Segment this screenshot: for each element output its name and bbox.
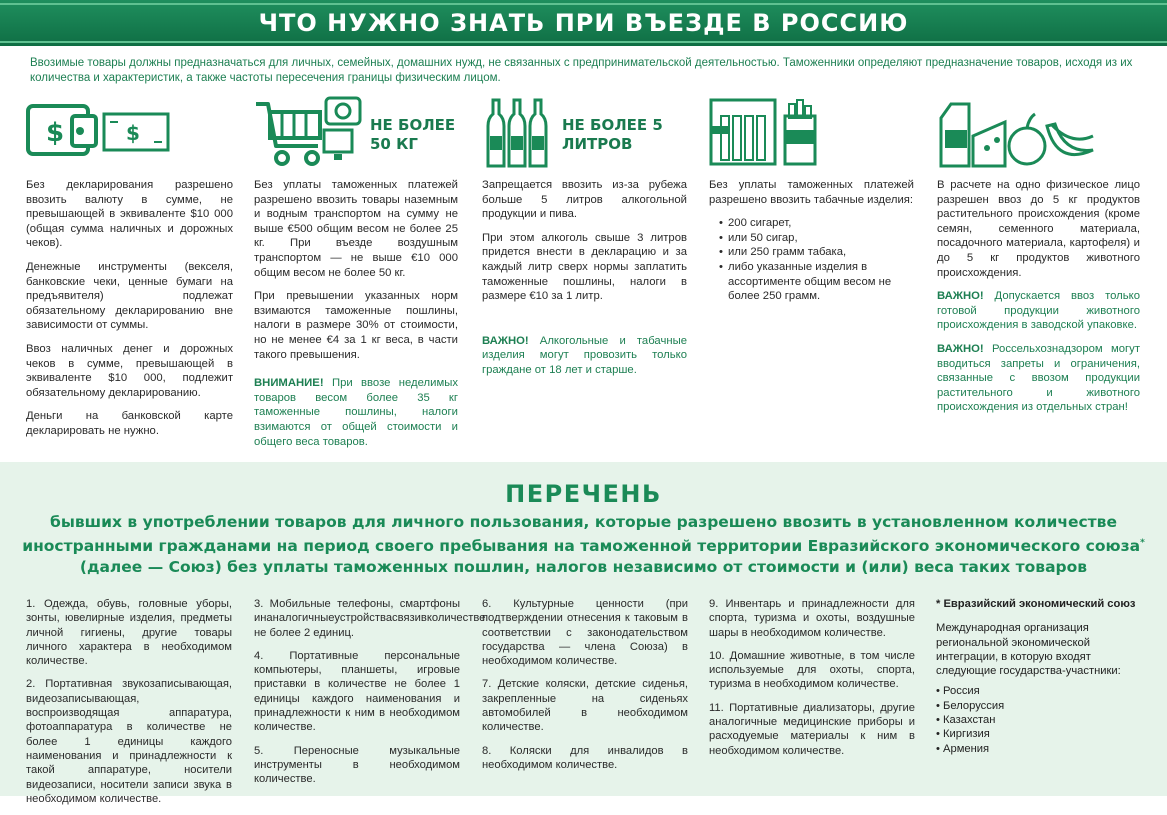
list-item: • или 250 грамм табака, xyxy=(719,245,914,260)
tobacco-list xyxy=(709,216,914,304)
food-warning-1 xyxy=(937,289,1140,333)
food-warning-2 xyxy=(937,342,1140,415)
goods-paragraph-2: При превышении указанных норм взимаются таможенные пошлины, налоги в размере 30% от стоимости, но не менее €4 за 1 кг веса, в части такого превышения. xyxy=(254,290,458,361)
svg-text:$: $ xyxy=(126,121,140,145)
list-item: • или 50 сигар, xyxy=(719,231,914,246)
list-panel xyxy=(0,462,1167,805)
goods-paragraph-1: Без уплаты таможенных платежей разрешено ввозить товары наземным и водным транспортом на сумму не выше €500 общим весом не более 25 кг. При въезде воздушным транспортом — не выше €10 000 общим весом не более 50 кг. xyxy=(254,179,458,279)
food-icon xyxy=(937,96,1140,166)
warning-text: Допускается ввоз только готовой продукции животного происхождения в заводской упаковке. xyxy=(937,290,1140,332)
warning-label: ВАЖНО! xyxy=(482,334,529,347)
wallet-money-icon xyxy=(26,96,233,166)
money-paragraph-1: Без декларирования разрешено ввозить валюту в сумме, не превышающей в эквиваленте $10 000 (общая сумма наличных и дорожных чеков). xyxy=(26,179,233,250)
alcohol-column xyxy=(482,96,687,387)
header-banner xyxy=(0,0,1167,46)
alcohol-warning xyxy=(482,334,687,378)
food-paragraph-1: В расчете на одно физическое лицо разрешен ввоз до 5 кг продуктов растительного происхождения (кроме семян, семенного материала, посадочного материала, картофеля) и до 5 кг продуктов животного происхождения. xyxy=(937,179,1140,279)
tobacco-column xyxy=(709,96,914,304)
subtitle-line-2 xyxy=(0,533,1167,557)
list-subtitle xyxy=(0,512,1167,578)
list-item: • либо указанные изделия в ассортименте общим весом не более 250 грамм. xyxy=(719,260,914,304)
footnote-marker: * xyxy=(1140,538,1145,548)
list-item: 9. Инвентарь и принадлежности для спорта, туризма и охоты, воздушные шары в необходимом количестве. xyxy=(709,598,915,639)
warning-text: При ввозе неделимых товаров весом более 35 кг таможенные пошлины, налоги взимаются от общей стоимости и общего веса товаров. xyxy=(254,377,458,448)
warning-label: ВАЖНО! xyxy=(937,290,984,303)
list-column-1 xyxy=(26,597,232,815)
subtitle-line-3: (далее — Союз) без уплаты таможенных пошлин, налогов независимо от стоимости и (или) веса таких товаров xyxy=(79,558,1088,577)
union-note xyxy=(936,597,1146,756)
money-paragraph-3: Ввоз наличных денег и дорожных чеков в сумме, превышающей в эквиваленте $10 000, подлежит обязательному декларированию. xyxy=(26,342,233,399)
list-item: • 200 сигарет, xyxy=(719,216,914,231)
warning-text: Алкогольные и табачные изделия могут провозить только граждане от 18 лет и старше. xyxy=(482,334,687,376)
food-column xyxy=(937,96,1140,424)
subtitle-line-2-text: иностранными гражданами на период своего пребывания на таможенной территории Евразийского экономического союза xyxy=(22,537,1141,556)
warning-label: ВНИМАНИЕ! xyxy=(254,377,324,390)
list-item: 5. Переносные музыкальные инструменты в необходимом количестве. xyxy=(254,744,460,786)
tobacco-paragraph-1: Без уплаты таможенных платежей разрешено ввозить табачные изделия: xyxy=(709,179,914,206)
alcohol-paragraph-2: При этом алкоголь свыше 3 литров придется внести в декларацию и за каждый литр сверх нормы заплатить таможенные пошлины, налоги в размере €10 за 1 литр. xyxy=(482,231,687,303)
svg-text:$: $ xyxy=(46,118,65,148)
list-item: 10. Домашние животные, в том числе используемые для охоты, спорта, туризма в необходимом количестве. xyxy=(709,649,915,691)
subtitle-line-1: бывших в употреблении товаров для личного пользования, которые разрешено ввозить в установленном количестве xyxy=(50,513,1117,531)
money-paragraph-2: Денежные инструменты (векселя, банковские чеки, ценные бумаги на предъявителя) подлежат обязательному декларированию вне зависимости от суммы. xyxy=(26,260,233,332)
country-list xyxy=(936,684,1146,755)
list-item: 2. Портативная звукозаписывающая, видеозаписывающая, воспроизводящая аппаратура, фотоаппаратура в количестве не более 1 единицы каждого наименования и принадлежности к такой аппаратуре, носители видеозаписи, носители записи звука в необходимом количестве. xyxy=(26,678,232,805)
goods-limit: НЕ БОЛЕЕ 50 КГ xyxy=(370,116,456,153)
intro-text: Ввозимые товары должны предназначаться для личных, семейных, домашних нужд, не связанных с предпринимательской деятельностью. Таможенники определяют предназначение товаров, исходя из их количества и характеристик, а также частоты пересечения границы физическим лицом. xyxy=(30,57,1133,84)
list-item: 8. Коляски для инвалидов в необходимом количестве. xyxy=(482,744,688,771)
list-column-2 xyxy=(254,597,486,796)
list-item: • Армения xyxy=(936,742,1146,756)
union-text: Международная организация региональной экономической интеграции, в которую входят следующие государства-участники: xyxy=(936,622,1121,678)
alcohol-limit: НЕ БОЛЕЕ 5 ЛИТРОВ xyxy=(562,116,663,153)
goods-column xyxy=(254,96,458,458)
list-item: • Россия xyxy=(936,684,1146,698)
list-item: • Казахстан xyxy=(936,713,1146,727)
warning-label: ВАЖНО! xyxy=(937,342,984,355)
alcohol-paragraph-1: Запрещается ввозить из-за рубежа больше 5 литров алкогольной продукции и пива. xyxy=(482,179,687,221)
warning-text: Россельхознадзором могут вводиться запреты и ограничения, связанные с ввозом продукции растительного и животного происхождения из отдельных стран! xyxy=(937,342,1140,414)
list-item: 6. Культурные ценности (при подтверждении отнесения к таковым в соответствии с законодательством государства — члена Союза) в необходимом количестве. xyxy=(482,598,688,668)
list-title: ПЕРЕЧЕНЬ xyxy=(505,480,662,508)
list-column-4 xyxy=(709,597,915,767)
money-paragraph-4: Деньги на банковской карте декларировать не нужно. xyxy=(26,410,233,437)
list-item: 1. Одежда, обувь, головные уборы, зонты, ювелирные изделия, предметы личной гигиены, другие товары личного характера в необходимом количестве. xyxy=(26,598,232,668)
union-title: * Евразийский экономический союз xyxy=(936,598,1136,610)
list-item: 7. Детские коляски, детские сиденья, закрепленные на сиденьях автомобилей в необходимом количестве. xyxy=(482,678,688,734)
money-column xyxy=(26,96,233,448)
list-item: • Киргизия xyxy=(936,727,1146,741)
page-title: ЧТО НУЖНО ЗНАТЬ ПРИ ВЪЕЗДЕ В РОССИЮ xyxy=(258,9,909,37)
list-item: 11. Портативные диализаторы, другие аналогичные медицинские приборы и расходуемые материалы к ним в необходимом количестве. xyxy=(709,701,915,757)
list-item: 3. Мобильные телефоны, смартфоны инаналогичныеустройствасвязивколичестве не более 2 единиц. xyxy=(254,598,486,639)
list-item: 4. Портативные персональные компьютеры, планшеты, игровые приставки в количестве не более 1 единицы каждого наименования и принадлежности к ним в необходимом количестве. xyxy=(254,649,460,734)
list-column-3 xyxy=(482,597,688,781)
cigarettes-icon xyxy=(709,96,914,166)
list-item: • Белоруссия xyxy=(936,699,1146,713)
goods-warning xyxy=(254,376,458,449)
